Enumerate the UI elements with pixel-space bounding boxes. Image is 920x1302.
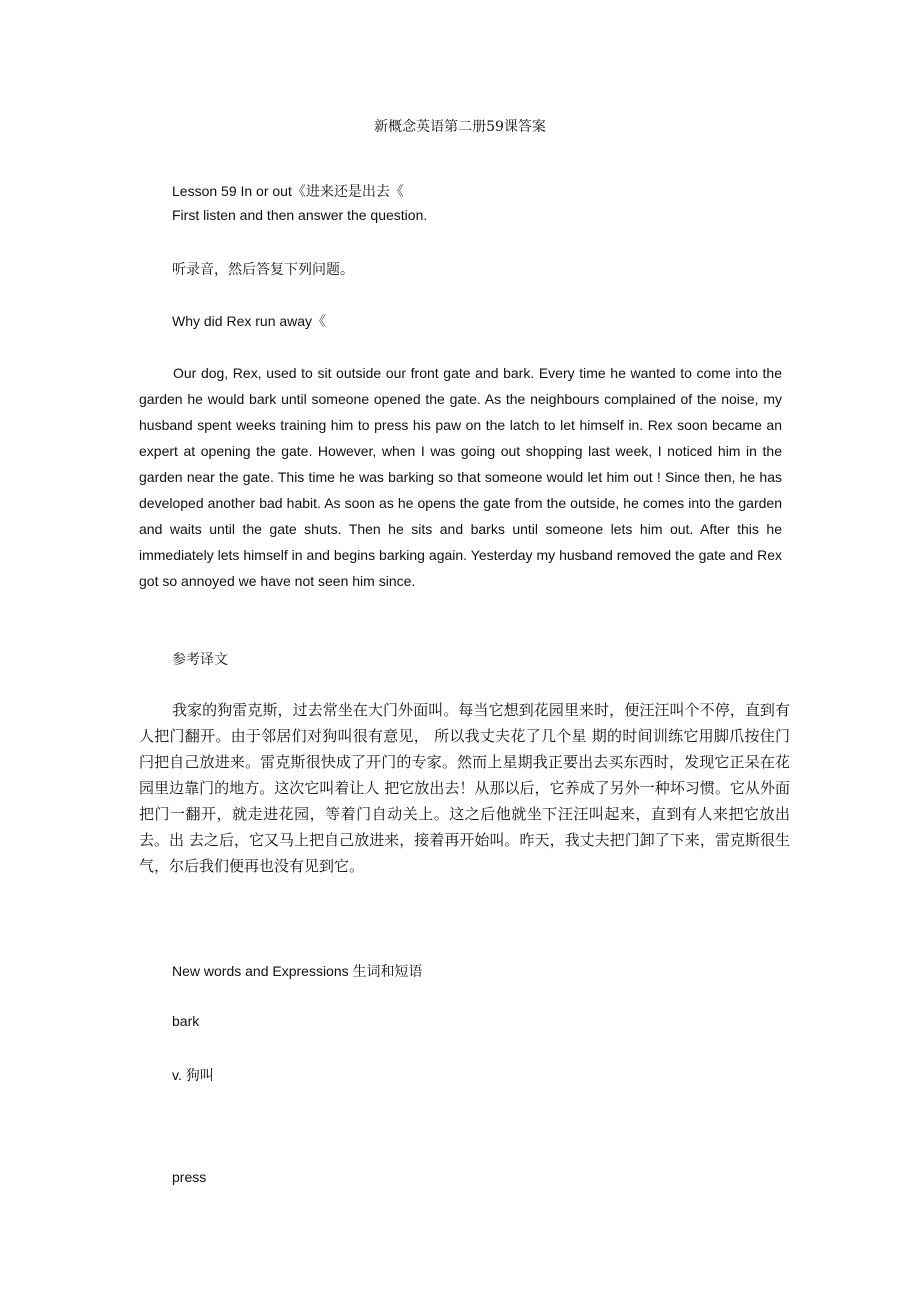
vocabulary-heading: New words and Expressions 生词和短语	[172, 963, 423, 979]
document-title: 新概念英语第二册59课答案	[374, 119, 546, 135]
passage-chinese: 我家的狗雷克斯，过去常坐在大门外面叫。每当它想到花园里来时，便汪汪叫个不停，直到有人把门翻开。由于邻居们对狗叫很有意见， 所以我丈夫花了几个星 期的时间训练它用脚爪按住门闩把自己放进来。雷克斯很快成了开门的专家。然而上星期我正要出去买东西时，发现它正呆在花园里边靠门的地方。这次它叫着让人 把它放出去！从那以后，它养成了另外一种坏习惯。它从外面把门一翻开，就走进花园，等着门自动关上。这之后他就坐下汪汪叫起来，直到有人来把它放出去。出 去之后，它又马上把自己放进来，接着再开始叫。昨天，我丈夫把门卸了下来，雷克斯很生气，尔后我们便再也没有见到它。	[139, 701, 790, 875]
lesson-heading: Lesson 59 In or out《进来还是出去《	[172, 183, 404, 199]
translation-heading: 参考译文	[172, 652, 228, 668]
vocab-definition-bark: v. 狗叫	[172, 1067, 214, 1083]
comprehension-question: Why did Rex run away《	[172, 313, 327, 329]
instruction-english: First listen and then answer the question.	[172, 207, 428, 223]
vocab-word-bark: bark	[172, 1013, 200, 1029]
passage-english: Our dog, Rex, used to sit outside our front gate and bark. Every time he wanted to come into the garden he would bark until someone opened the gate. As the neighbours complained of the noise, my husband spent weeks training him to press his paw on the latch to let himself in. Rex soon became an expert at opening the gate. However, when I was going out shopping last week, I noticed him in the garden near the gate. This time he was barking so that someone would let him out ! Since then, he has developed another bad habit. As soon as he opens the gate from the outside, he comes into the garden and waits until the gate shuts. Then he sits and barks until someone lets him out. After this he immediately lets himself in and begins barking again. Yesterday my husband removed the gate and Rex got so annoyed we have not seen him since.	[139, 365, 782, 589]
vocab-word-press: press	[172, 1169, 207, 1185]
instruction-chinese: 听录音，然后答复下列问题。	[172, 262, 354, 278]
